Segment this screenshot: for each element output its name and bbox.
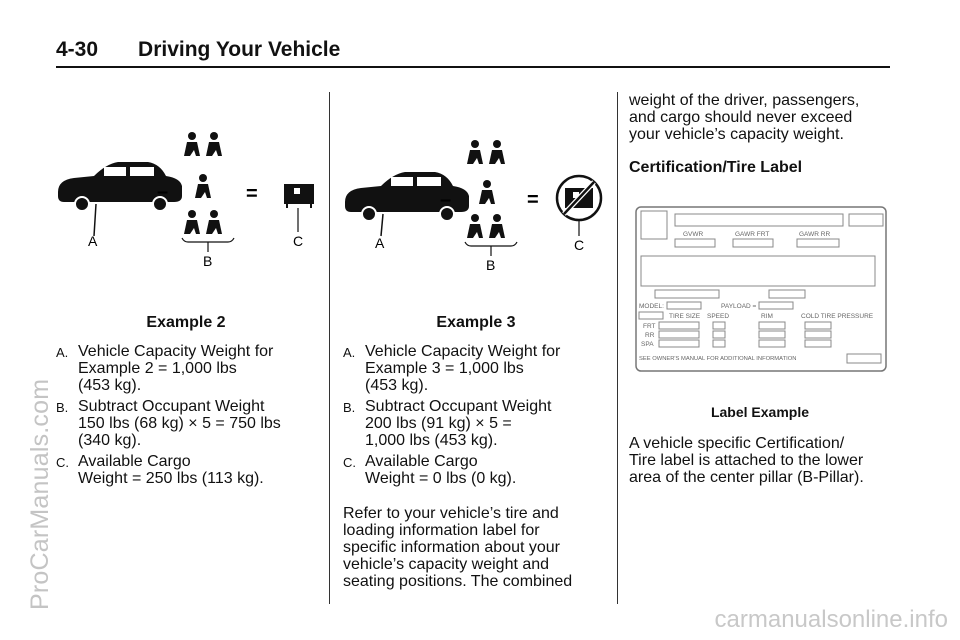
diagram-label-a: A <box>88 233 98 249</box>
paragraph-line: your vehicle’s capacity weight. <box>629 126 844 143</box>
tire-label-illustration <box>635 206 889 379</box>
example3-diagram <box>343 138 615 283</box>
label-field-frt: FRT <box>643 323 656 330</box>
item-text: (453 kg). <box>365 377 429 394</box>
item-text: (340 kg). <box>78 432 142 449</box>
list-item <box>343 343 609 394</box>
closing-paragraph <box>629 435 891 486</box>
section-heading: Certification/Tire Label <box>629 159 803 176</box>
list-item <box>56 453 316 487</box>
equals-sign: = <box>246 183 258 205</box>
label-field-payload: PAYLOAD = <box>721 303 757 310</box>
paragraph-line: area of the center pillar (B-Pillar). <box>629 469 864 486</box>
paragraph-line: Refer to your vehicle’s tire and <box>343 505 559 522</box>
label-field-gawr-frt: GAWR FRT <box>735 231 770 238</box>
minus-sign: – <box>157 181 169 203</box>
item-text: 150 lbs (68 kg) × 5 = 750 lbs <box>78 415 281 432</box>
watermark-left: ProCarManuals.com <box>26 378 54 610</box>
label-field-spa: SPA <box>641 341 654 348</box>
paragraph-line: loading information label for <box>343 522 540 539</box>
cargo-icon <box>284 184 314 232</box>
list-item <box>56 343 316 394</box>
paragraph-line: specific information about your <box>343 539 560 556</box>
example3-text <box>343 314 609 590</box>
item-text: Vehicle Capacity Weight for <box>78 343 274 360</box>
equals-sign: = <box>527 189 539 211</box>
item-text: Example 2 = 1,000 lbs <box>78 360 237 377</box>
example2-text <box>56 314 316 491</box>
minus-sign: – <box>440 189 452 211</box>
paragraph-line: weight of the driver, passengers, <box>629 92 860 109</box>
item-label: A. <box>56 345 69 360</box>
item-text: 1,000 lbs (453 kg). <box>365 432 498 449</box>
paragraph-line: A vehicle specific Certification/ <box>629 435 845 452</box>
page-title: Driving Your Vehicle <box>138 38 341 61</box>
item-text: Available Cargo <box>365 453 478 470</box>
page-header <box>56 38 890 68</box>
item-label: C. <box>56 455 69 470</box>
example3-caption: Example 3 <box>436 314 516 331</box>
item-text: Weight = 250 lbs (113 kg). <box>78 470 264 487</box>
item-text: (453 kg). <box>78 377 142 394</box>
paragraph-line: and cargo should never exceed <box>629 109 853 126</box>
diagram-label-b: B <box>203 253 213 268</box>
item-label: B. <box>56 400 69 415</box>
item-text: Available Cargo <box>78 453 191 470</box>
intro-paragraph <box>629 92 891 143</box>
label-field-rr: RR <box>645 332 655 339</box>
column-divider-1 <box>329 92 330 604</box>
item-label: B. <box>343 400 356 415</box>
label-field-gvwr: GVWR <box>683 231 704 238</box>
example2-caption: Example 2 <box>146 314 226 331</box>
label-field-model: MODEL: <box>639 303 664 310</box>
column-3-text <box>629 92 891 176</box>
label-field-cold-pressure: COLD TIRE PRESSURE <box>801 313 874 320</box>
label-field-gawr-rr: GAWR RR <box>799 231 831 238</box>
item-text: Example 3 = 1,000 lbs <box>365 360 524 377</box>
item-text: Subtract Occupant Weight <box>365 398 552 415</box>
item-text: 200 lbs (91 kg) × 5 = <box>365 415 512 432</box>
label-field-speed: SPEED <box>707 313 730 320</box>
diagram-label-c: C <box>574 237 585 253</box>
item-label: C. <box>343 455 356 470</box>
diagram-label-a: A <box>375 235 385 251</box>
paragraph-line: Tire label is attached to the lower <box>629 452 864 469</box>
list-item <box>56 398 316 449</box>
item-text: Weight = 0 lbs (0 kg). <box>365 470 517 487</box>
capacity-paragraph <box>343 505 609 590</box>
no-cargo-icon <box>557 176 601 236</box>
item-label: A. <box>343 345 356 360</box>
label-field-rim: RIM <box>761 313 773 320</box>
item-text: Subtract Occupant Weight <box>78 398 265 415</box>
diagram-label-c: C <box>293 233 304 249</box>
paragraph-line: vehicle’s capacity weight and <box>343 556 550 573</box>
occupants-icon <box>184 132 222 234</box>
occupants-icon <box>467 140 505 238</box>
label-example-caption: Label Example <box>710 404 810 420</box>
paragraph-line: seating positions. The combined <box>343 573 573 590</box>
watermark-bottom: carmanualsonline.info <box>714 606 948 633</box>
page-number: 4-30 <box>56 38 99 61</box>
column-divider-2 <box>617 92 618 604</box>
column-3-lower <box>629 404 891 486</box>
item-text: Vehicle Capacity Weight for <box>365 343 561 360</box>
list-item <box>343 398 609 449</box>
label-field-see-manual: SEE OWNER'S MANUAL FOR ADDITIONAL INFORMATION <box>639 356 797 362</box>
label-field-tire-size: TIRE SIZE <box>669 313 701 320</box>
diagram-label-b: B <box>486 257 496 273</box>
list-item <box>343 453 609 487</box>
example2-diagram <box>56 128 326 273</box>
